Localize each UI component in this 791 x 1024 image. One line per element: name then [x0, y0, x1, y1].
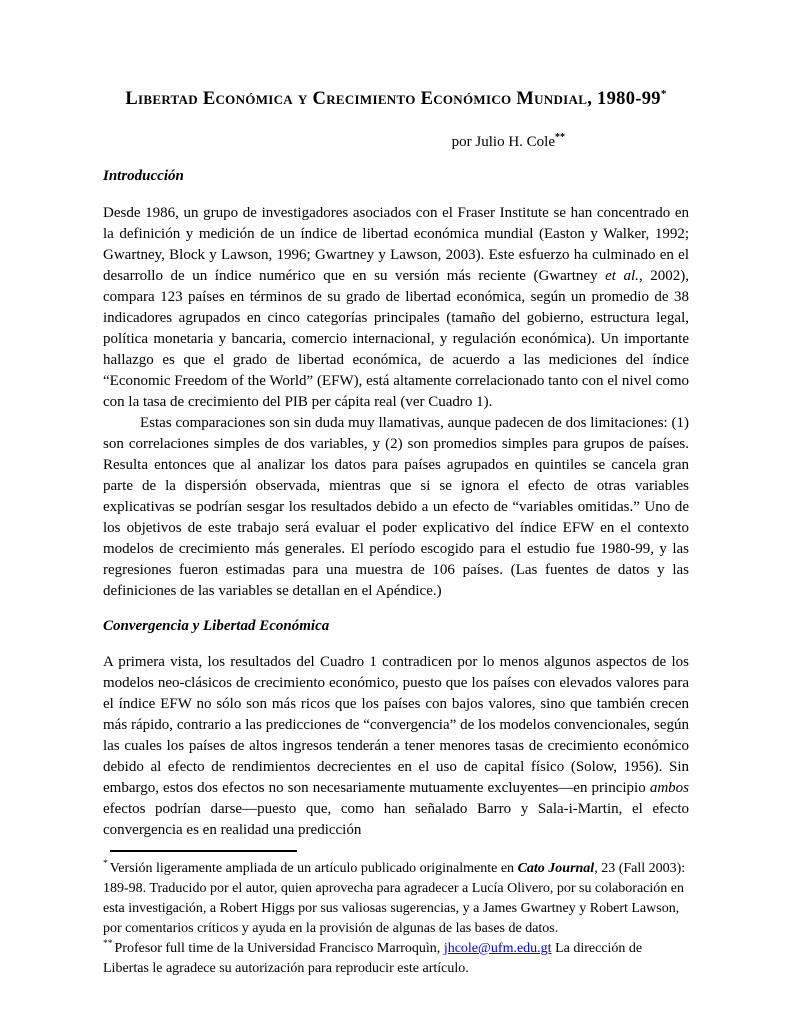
footnote-text: La dirección de Libertas le agradece su autorización para reproducir este artículo. — [103, 941, 643, 976]
footnote-separator — [110, 850, 297, 852]
footnote-2-marker: ** — [103, 939, 113, 950]
section-heading-introduccion: Introducción — [103, 168, 184, 184]
byline — [103, 132, 689, 153]
byline-footnote-marker: ** — [555, 132, 565, 143]
footnote-1 — [103, 859, 689, 939]
byline-text: por Julio H. Cole — [451, 134, 555, 150]
page-title — [103, 88, 689, 110]
footnote-2 — [103, 939, 689, 979]
section-heading-convergencia: Convergencia y Libertad Económica — [103, 618, 330, 634]
email-link[interactable]: jhcole@ufm.edu.gt — [443, 941, 552, 956]
emphasis-et-al: et al. — [605, 268, 639, 284]
paragraph-convergencia-1 — [103, 652, 689, 841]
paragraph-text: , 2002), compara 123 países en términos de su grado de libertad económica, según un promedio de 38 indicadores agrupados en cinco categorías principales (tamaño del gobierno, estructura legal, política monetaria y bancaria, comercio internacional, y regulación económica). Un importante hallazgo es que el grado de libertad económica, de acuerdo a las mediciones del índice “Economic Freedom of the World” (EFW), está altamente correlacionado tanto con el nivel como con la tasa de crecimiento del PIB per cápita real (ver Cuadro 1). — [103, 268, 689, 410]
title-footnote-marker: * — [660, 87, 667, 100]
paragraph-intro-1 — [103, 203, 689, 413]
paragraph-text: efectos podrían darse—puesto que, como han señalado Barro y Sala-i-Martin, el efecto convergencia es en realidad una predicción — [103, 801, 689, 838]
footnote-text: , 23 (Fall 2003): 189-98. Traducido por el autor, quien aprovecha para agradecer a Lucía Olivero, por su colaboración en esta investigación, a Robert Higgs por sus valiosas sugerencias, y a James Gwartney y Robert Lawson, por comentarios críticos y ayuda en la provisión de algunas de las bases de datos. — [103, 861, 686, 936]
paragraph-text: Desde 1986, un grupo de investigadores asociados con el Fraser Institute se han concentrado en la definición y medición de un índice de libertad económica mundial (Easton y Walker, 1992; Gwartney, Block y Lawson, 1996; Gwartney y Lawson, 2003). Este esfuerzo ha culminado en el desarrollo de un índice numérico que en su versión más reciente (Gwartney — [103, 205, 689, 284]
footnote-1-marker: * — [103, 859, 108, 870]
footnote-text: Versión ligeramente ampliada de un artículo publicado originalmente en — [109, 861, 518, 876]
page-title-text: Libertad Económica y Crecimiento Económico Mundial, 1980-99 — [125, 89, 661, 109]
footnote-text: Profesor full time de la Universidad Francisco Marroquìn, — [114, 941, 444, 956]
journal-name: Cato Journal — [517, 861, 595, 876]
paragraph-text: A primera vista, los resultados del Cuadro 1 contradicen por lo menos algunos aspectos de los modelos neo-clásicos de crecimiento económico, puesto que los países con elevados valores para el índice EFW no sólo son más ricos que los países con bajos valores, sino que también crecen más rápido, contrario a las predicciones de “convergencia” de los modelos convencionales, según las cuales los países de altos ingresos tenderán a tener menores tasas de crecimiento económico debido al efecto de rendimientos decrecientes en el uso de capital físico (Solow, 1956). Sin embargo, estos dos efectos no son necesariamente mutuamente excluyentes—en principio — [103, 654, 689, 796]
emphasis-ambos: ambos — [649, 780, 689, 796]
paragraph-intro-2: Estas comparaciones son sin duda muy llamativas, aunque padecen de dos limitaciones: (1) son correlaciones simples de dos variables, y (2) son promedios simples para grupos de países. Resulta entonces que al analizar los datos para países agrupados en quintiles se cancela gran parte de la dispersión observada, mientras que si se ignora el efecto de otras variables explicativas se podrían sesgar los resultados debido a un efecto de “variables omitidas.” Uno de los objetivos de este trabajo será evaluar el poder explicativo del índice EFW en el contexto modelos de crecimiento más generales. El período escogido para el estudio fue 1980-99, y las regresiones fueron estimadas para una muestra de 106 países. (Las fuentes de datos y las definiciones de las variables se detallan en el Apéndice.) — [103, 415, 689, 599]
